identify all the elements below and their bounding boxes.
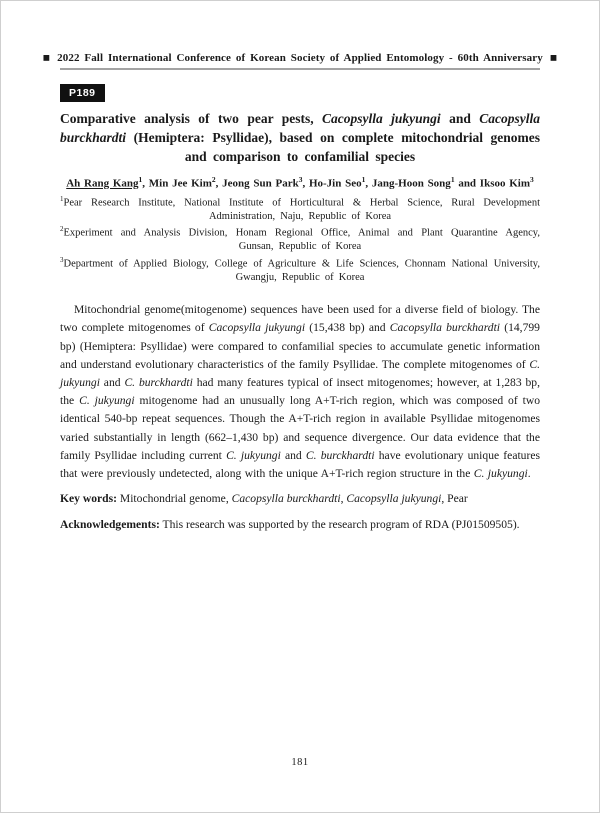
affiliation-line: $^1$Pear Research Institute, National Institute of Horticultural & Herbal Science, Rural Development Administration, Naju, Republic of Korea	[60, 194, 540, 222]
affiliation-line: $^2$Experiment and Analysis Division, Honam Regional Office, Animal and Plant Quarantine Agency, Gunsan, Republic of Korea	[60, 225, 540, 253]
header-left-square-icon: ■	[42, 50, 51, 65]
page-number: 181	[291, 757, 309, 768]
paper-title: Comparative analysis of two pear pests, Cacopsylla jukyungi and Cacopsylla burckhardti (Hemiptera: Psyllidae), based on complete mitochondrial genomes and comparison to confamilial species	[60, 111, 540, 164]
author-list: Ah Rang Kang$^1$, Min Jee Kim$^2$, Jeong Sun Park$^3$, Ho-Jin Seo$^1$, Jang-Hoon Song$^1$ and Iksoo Kim$^3$	[66, 175, 534, 190]
poster-number-badge: P189	[60, 84, 105, 102]
affiliation-line: $^3$Department of Applied Biology, College of Agriculture & Life Sciences, Chonnam National University, Gwangju, Republic of Korea	[60, 255, 540, 283]
page-content	[42, 50, 558, 534]
acknowledgements-line: Acknowledgements: This research was supported by the research program of RDA (PJ01509505).	[60, 518, 520, 532]
header-right-square-icon: ■	[549, 50, 558, 65]
keywords-line: Key words: Mitochondrial genome, Cacopsylla burckhardti, Cacopsylla jukyungi, Pear	[60, 492, 468, 506]
affiliation-list	[60, 193, 540, 285]
conference-header	[42, 50, 558, 65]
conference-header-text: 2022 Fall International Conference of Korean Society of Applied Entomology - 60th Anniversary	[57, 52, 543, 64]
abstract-body: Mitochondrial genome(mitogenome) sequences have been used for a diverse field of biology. The two complete mitogenomes of Cacopsylla jukyungi (15,438 bp) and Cacopsylla burckhardti (14,799 bp) (Hemiptera: Psyllidae) were compared to confamilial species to accumulate genetic information and understand evolutionary characteristics of the family Psyllidae. The complete mitogenomes of C. jukyungi and C. burckhardti had many features typical of insect mitogenomes; however, at 1,283 bp, the C. jukyungi mitogenome had an unusually long A+T-rich region, which was composed of two identical 540-bp repeat sequences. Though the A+T-rich region in available Psyllidae mitogenomes varied substantially in length (662–1,430 bp) and sequence divergence. Our data evidence that the family Psyllidae including current C. jukyungi and C. burckhardti have evolutionary unique features that were previously undetected, along with the unique A+T-rich region structure in the C. jukyungi.	[60, 303, 541, 480]
